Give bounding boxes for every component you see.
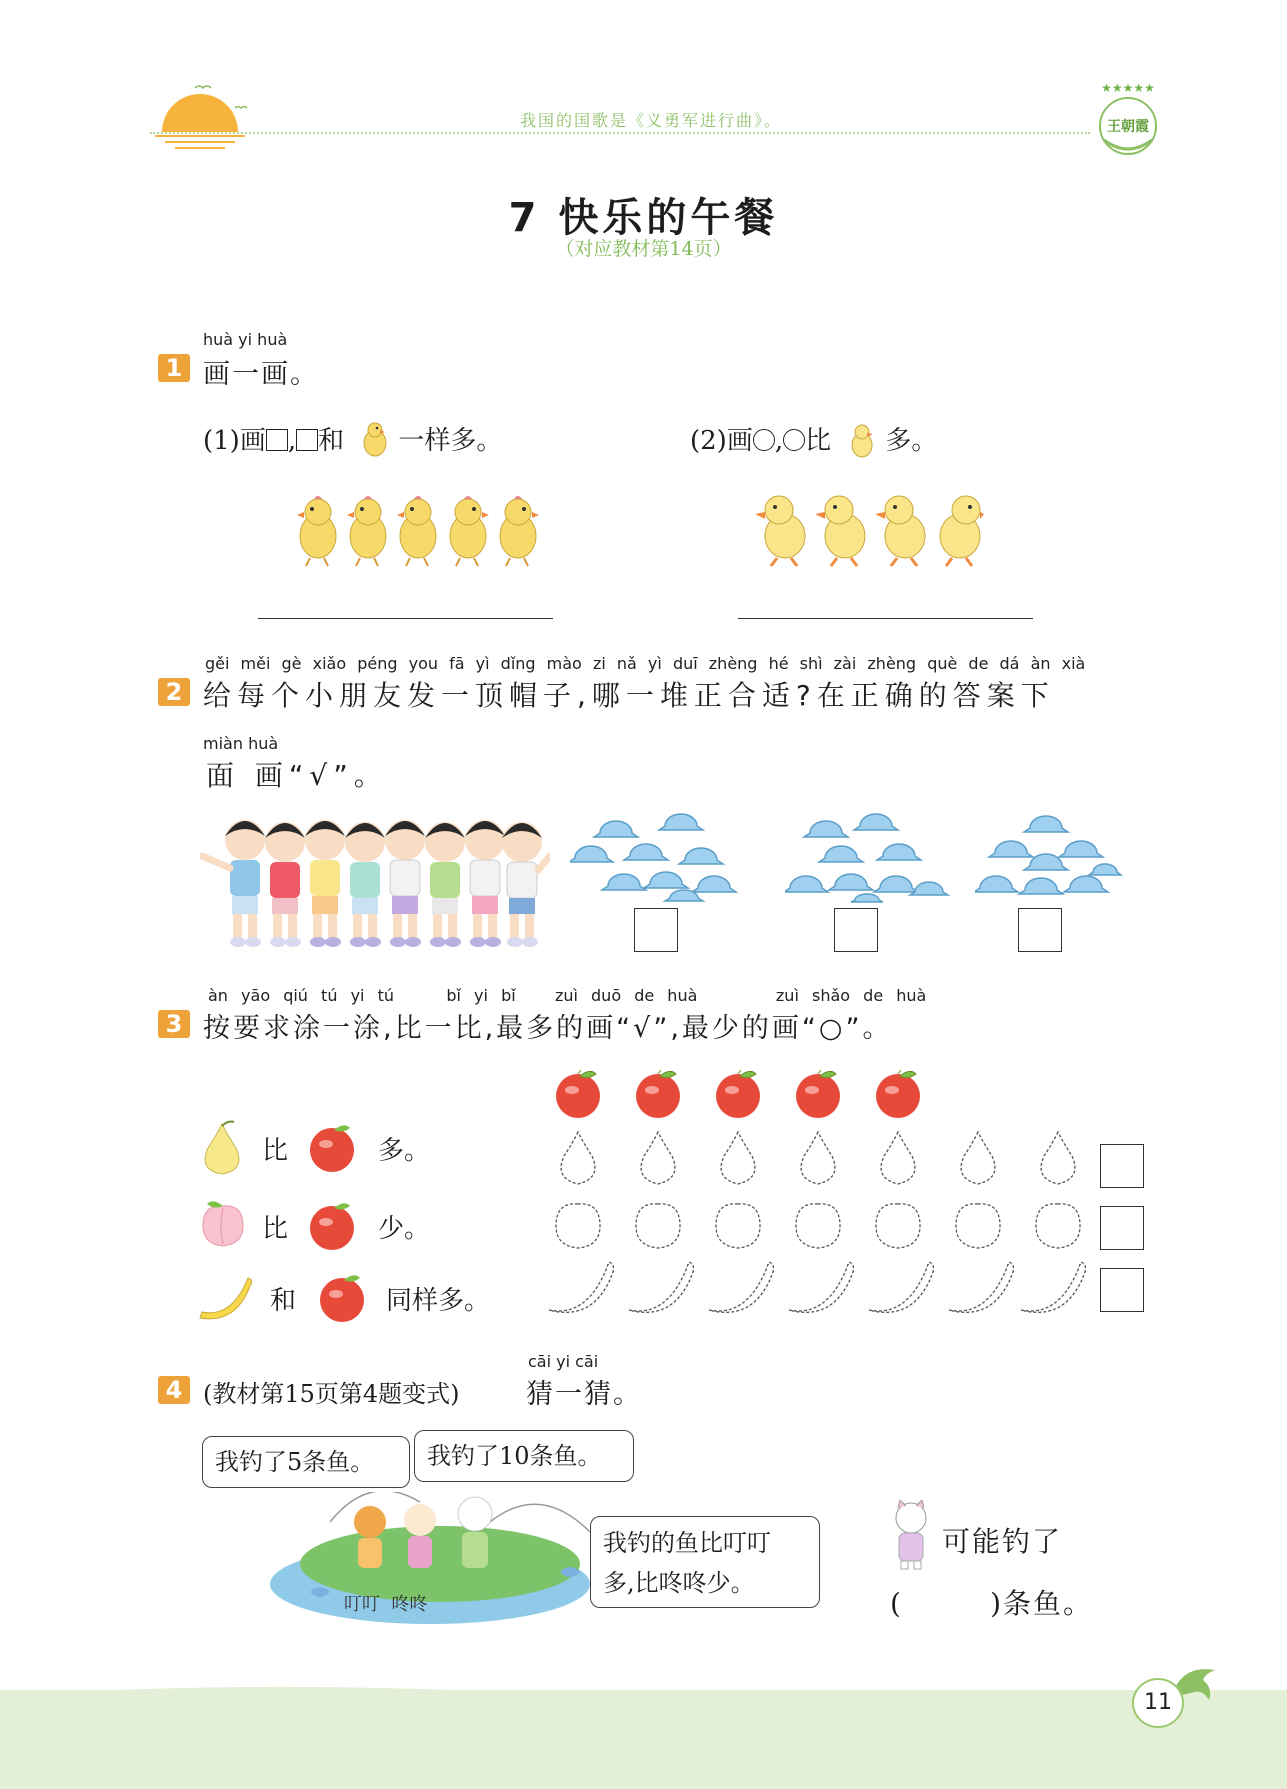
speech-bubble-2: 我钓了10条鱼。: [414, 1430, 634, 1482]
q1-part2-comma: ,: [774, 426, 784, 456]
header-rule: [150, 132, 1090, 134]
q1-part2: [690, 420, 937, 461]
child-figure: [502, 822, 550, 947]
banana-outline: [949, 1262, 1014, 1312]
peach-outline: [956, 1204, 1000, 1248]
q3-row2-suffix: 少。: [378, 1214, 431, 1244]
apple-icon: [716, 1070, 760, 1118]
hat-icon: [692, 876, 736, 892]
duck-icon: [755, 496, 805, 566]
q3-row3-suffix: 同样多。: [386, 1286, 491, 1316]
hat-pile-3: [975, 808, 1125, 908]
peach-outline: [876, 1204, 920, 1248]
square-icon: [266, 429, 288, 451]
pear-outline: [1041, 1132, 1075, 1184]
cat-girl-icon: [888, 1500, 934, 1570]
q2-text-line1: 给每个小朋友发一顶帽子,哪一堆正合适?在正确的答案下: [203, 679, 1055, 712]
banana-outline-row[interactable]: [545, 1256, 1090, 1318]
q4-prefix: (教材第15页第4题变式): [203, 1380, 460, 1408]
hat-icon: [1064, 876, 1108, 892]
q1-part1-comma: ,: [287, 426, 297, 456]
duck-icon: [815, 496, 865, 566]
q2-pinyin-line1: gěi měi gè xiǎo péng you fā yì dǐng mào zi nǎ yì duī zhèng hé shì zài zhèng què de dá àn xià: [205, 654, 1086, 673]
chick-icon: [500, 496, 539, 566]
pear-outline-row[interactable]: [548, 1128, 1088, 1190]
hat-icon: [1019, 878, 1063, 894]
banana-outline: [1021, 1262, 1086, 1312]
q4-pinyin: cāi yi cāi: [528, 1352, 599, 1371]
chick-group: [290, 490, 550, 570]
fishing-illustration: [270, 1492, 610, 1632]
hat-icon: [854, 814, 898, 830]
hat-icon: [910, 882, 948, 895]
apple-icon: [876, 1070, 920, 1118]
q2-answer-box-2[interactable]: [834, 908, 878, 952]
q2-answer-box-3[interactable]: [1018, 908, 1062, 952]
q3-row3-box[interactable]: [1100, 1268, 1144, 1312]
pear-icon: [200, 1120, 244, 1176]
q4-text: 猜一猜。: [526, 1379, 642, 1410]
child-figure: [305, 820, 345, 947]
q1-part2-prefix: (2)画: [690, 426, 753, 456]
peach-outline: [556, 1204, 600, 1248]
apple-icon: [306, 1200, 358, 1252]
q1-part2-than: 比: [805, 426, 832, 456]
q3-row3-word: 和: [270, 1286, 297, 1316]
q2-text-line2: 面 画“√”。: [206, 759, 388, 792]
apple-icon: [316, 1272, 368, 1324]
q3-number: 3: [158, 1010, 190, 1038]
duck-icon: [940, 496, 984, 566]
banana-outline: [869, 1262, 934, 1312]
q2-number: 2: [158, 678, 190, 706]
children-illustration: [200, 808, 550, 953]
q1-pinyin: huà yi huà: [203, 330, 288, 349]
hat-icon: [989, 841, 1033, 857]
pear-outline: [961, 1132, 995, 1184]
pear-outline: [641, 1132, 675, 1184]
banana-outline: [709, 1262, 774, 1312]
page-number: 11: [1132, 1678, 1184, 1728]
peach-outline: [796, 1204, 840, 1248]
duck-group: [755, 488, 985, 570]
apple-row: [550, 1070, 930, 1120]
pear-outline: [881, 1132, 915, 1184]
peach-outline: [716, 1204, 760, 1248]
chick-icon: [347, 496, 386, 566]
hat-icon: [659, 814, 703, 830]
square-icon: [296, 429, 318, 451]
q1-part1-prefix: (1)画: [203, 426, 266, 456]
circle-icon: [753, 429, 775, 451]
speech-bubble-3: [590, 1516, 820, 1608]
q1-part2-suffix: 多。: [885, 426, 938, 456]
speech-bubble-3-line2: 多,比咚咚少。: [603, 1569, 755, 1597]
page-title: 7 快乐的午餐: [508, 195, 779, 241]
brand-logo: [1090, 80, 1166, 160]
q1-number: 1: [158, 354, 190, 382]
hat-icon: [679, 848, 723, 864]
duck-icon: [875, 496, 925, 566]
svg-text:★★★★★: ★★★★★: [1101, 81, 1155, 95]
q3-row2-word: 比: [262, 1214, 289, 1244]
hat-icon: [602, 874, 646, 890]
circle-icon: [783, 429, 805, 451]
hat-icon: [624, 844, 668, 860]
hat-icon: [819, 846, 863, 862]
hat-icon: [975, 876, 1018, 892]
q3-row2-box[interactable]: [1100, 1206, 1144, 1250]
child-figure: [265, 822, 305, 947]
peach-outline: [1036, 1204, 1080, 1248]
q1-part1: [203, 420, 502, 461]
hat-icon: [851, 894, 883, 902]
chick-icon: [397, 496, 436, 566]
banana-outline: [549, 1262, 614, 1312]
hat-icon: [1089, 864, 1121, 875]
pear-outline: [801, 1132, 835, 1184]
speech-bubble-1: 我钓了5条鱼。: [202, 1436, 410, 1488]
hat-icon: [804, 821, 848, 837]
chick-icon: [297, 496, 336, 566]
page-subtitle: （对应教材第14页）: [555, 238, 732, 260]
peach-icon: [200, 1198, 246, 1248]
hat-icon: [829, 874, 873, 890]
chick-icon: [450, 496, 489, 566]
hat-icon: [1024, 816, 1068, 832]
child-figure: [465, 820, 505, 947]
hat-icon: [1059, 841, 1103, 857]
apple-icon: [306, 1122, 358, 1174]
pear-outline: [561, 1132, 595, 1184]
peach-outline: [636, 1204, 680, 1248]
hat-icon: [644, 872, 688, 888]
q1-part1-and: 和: [318, 426, 345, 456]
pear-outline: [721, 1132, 755, 1184]
peach-outline-row[interactable]: [548, 1196, 1088, 1254]
hat-icon: [594, 821, 638, 837]
hat-icon: [570, 846, 613, 862]
q1-text: 画一画。: [203, 359, 319, 390]
q3-row1-suffix: 多。: [378, 1136, 431, 1166]
banana-outline: [789, 1262, 854, 1312]
q1-answer-line-2[interactable]: [738, 618, 1033, 619]
q1-part1-suffix: 一样多。: [398, 426, 503, 456]
hat-icon: [785, 876, 828, 892]
q2-pinyin-line2: miàn huà: [203, 734, 279, 753]
q3-text: 按要求涂一涂,比一比,最多的画“√”,最少的画“○”。: [203, 1013, 893, 1044]
q4-answer-line2[interactable]: ( )条鱼。: [890, 1587, 1094, 1620]
q3-pinyin: àn yāo qiú tú yi tú bǐ yi bǐ zuì duō de huà zuì shǎo de huà: [208, 986, 927, 1005]
hat-pile-2: [785, 808, 955, 908]
brand-logo-text: 王朝霞: [1107, 119, 1149, 135]
hat-icon: [874, 876, 918, 892]
footer-wave: [0, 1676, 1287, 1706]
q3-row1-word: 比: [262, 1136, 289, 1166]
apple-icon: [556, 1070, 600, 1118]
child-figure: [425, 822, 465, 947]
sunset-icon: [150, 80, 260, 150]
banana-outline: [629, 1262, 694, 1312]
character-names: 叮叮 咚咚: [344, 1594, 428, 1615]
child-figure: [202, 820, 265, 947]
q3-row1-box[interactable]: [1100, 1144, 1144, 1188]
q4-answer-line1: 可能钓了: [942, 1525, 1063, 1558]
speech-bubble-3-line1: 我钓的鱼比叮叮: [603, 1529, 771, 1557]
apple-icon: [636, 1070, 680, 1118]
banana-icon: [198, 1272, 254, 1320]
chick-icon: [360, 421, 390, 461]
child-figure: [345, 822, 385, 947]
q1-answer-line-1[interactable]: [258, 618, 553, 619]
duck-icon: [847, 421, 877, 461]
q4-number: 4: [158, 1376, 190, 1404]
hat-pile-1: [570, 808, 740, 908]
q2-answer-box-1[interactable]: [634, 908, 678, 952]
hat-icon: [877, 844, 921, 860]
child-figure: [385, 820, 425, 947]
header-motto: 我国的国歌是《义勇军进行曲》。: [520, 111, 783, 130]
apple-icon: [796, 1070, 840, 1118]
